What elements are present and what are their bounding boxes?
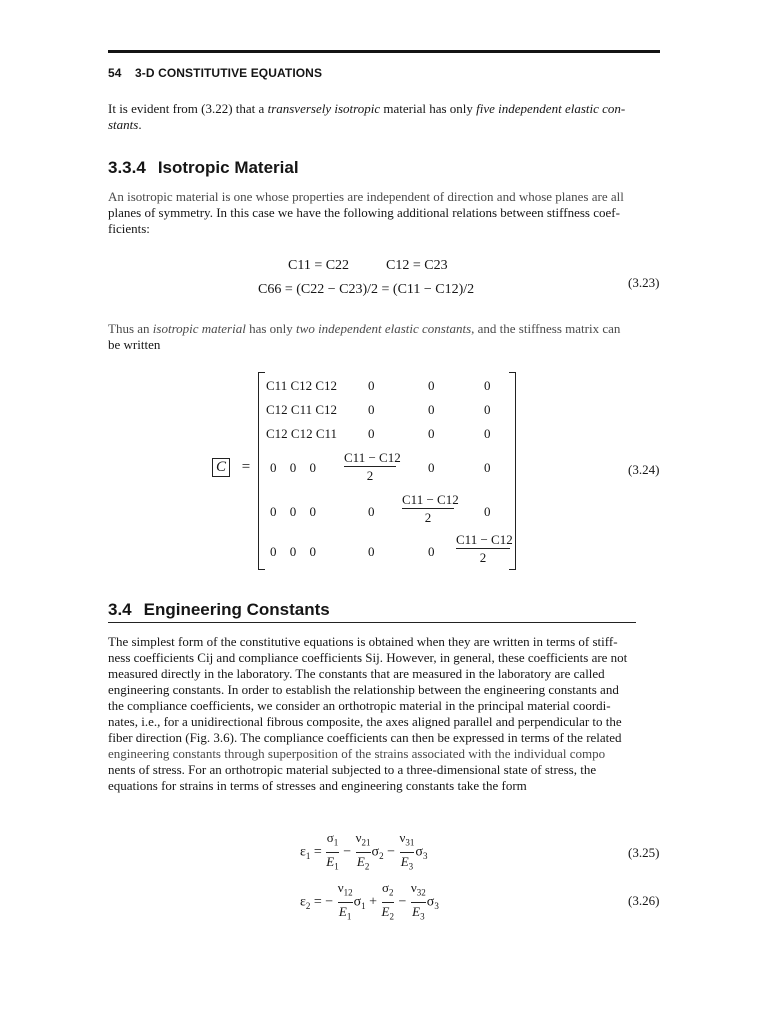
matrix-row-6-zeros: 0 0 0 xyxy=(270,544,316,559)
two-constants-paragraph: Thus an isotropic material has only two independent elastic constants, and the stiffness matrix can be written xyxy=(108,321,621,352)
matrix-fraction-55: C11 − C12 2 xyxy=(402,492,459,525)
matrix-cell: 0 xyxy=(484,504,491,519)
paragraph-line: The simplest form of the constitutive equations is obtained when they are written in terms of stiff- xyxy=(108,634,618,649)
equation-3-26: $\varepsilon_2$ = − $\frac{\nu_{12}}{E_1}\sigma_1 + \frac{\sigma_2}{E_2} - \frac{\nu_{32}}{E_3}\sigma_3$ xyxy=(300,880,439,922)
matrix-row-3-block: C12 C12 C11 xyxy=(266,426,338,441)
equation-3-23-line1a: C11 = C22 xyxy=(288,258,350,273)
matrix-cell: 0 xyxy=(484,378,491,393)
matrix-cell: 0 xyxy=(368,544,375,559)
matrix-cell: 0 xyxy=(428,544,435,559)
top-rule xyxy=(108,50,660,53)
matrix-cell: 0 xyxy=(428,378,435,393)
matrix-row-2-block: C12 C11 C12 xyxy=(266,402,338,417)
matrix-cell: 0 xyxy=(368,426,375,441)
matrix-left-bracket xyxy=(258,372,265,570)
matrix-lhs xyxy=(212,458,250,477)
matrix-cell: 0 xyxy=(484,460,491,475)
matrix-fraction-66: C11 − C12 2 xyxy=(456,532,513,565)
paragraph-line: fiber direction (Fig. 3.6). The compliance coefficients can then be expressed in terms of the related xyxy=(108,730,622,745)
intro-paragraph: It is evident from (3.22) that a transversely isotropic material has only five independent elastic con- stants. xyxy=(108,101,626,132)
matrix-cell: 0 xyxy=(428,402,435,417)
matrix-cell: 0 xyxy=(428,426,435,441)
isotropic-paragraph: An isotropic material is one whose properties are independent of direction and whose planes are all planes of symmetry. In this case we have the following additional relations between stiffness coef- ficients: xyxy=(108,189,624,236)
matrix-row-1-block: C11 C12 C12 xyxy=(266,378,338,393)
paragraph-line: the compliance coefficients, we consider an orthotropic material in the principal material coordi- xyxy=(108,698,611,713)
section-heading-3-3-4: 3.3.4 Isotropic Material xyxy=(108,158,299,177)
paragraph-line: nates, i.e., for a unidirectional fibrous composite, the axes aligned parallel and perpendicular to the xyxy=(108,714,622,729)
matrix-cell: 0 xyxy=(484,426,491,441)
paragraph-line: measured directly in the laboratory. The constants that are measured in the laboratory are called xyxy=(108,666,605,681)
equation-number-3-25: (3.25) xyxy=(628,845,660,860)
page-number: 54 xyxy=(108,66,122,80)
matrix-cell: 0 xyxy=(484,402,491,417)
matrix-fraction-44: C11 − C12 2 xyxy=(344,450,401,483)
equation-3-23-line1b: C12 = C23 xyxy=(386,258,448,273)
matrix-row-5-zeros: 0 0 0 xyxy=(270,504,316,519)
matrix-cell: 0 xyxy=(368,504,375,519)
equation-number-3-23: (3.23) xyxy=(628,275,660,290)
matrix-cell: 0 xyxy=(368,402,375,417)
matrix-equals: = xyxy=(241,459,251,475)
equation-number-3-26: (3.26) xyxy=(628,893,660,908)
equation-number-3-24: (3.24) xyxy=(628,462,660,477)
paragraph-line: engineering constants. In order to establish the relationship between the engineering constants and xyxy=(108,682,619,697)
paragraph-line: equations for strains in terms of stresses and engineering constants take the form xyxy=(108,778,527,793)
stiffness-matrix-symbol: C xyxy=(212,458,230,477)
paragraph-line: ness coefficients Cij and compliance coefficients Sij. However, in general, these coefficients are not xyxy=(108,650,628,665)
stiffness-matrix xyxy=(258,372,516,568)
running-title: 3-D CONSTITUTIVE EQUATIONS xyxy=(135,66,323,80)
paragraph-line: engineering constants through superposition of the strains associated with the individual compo xyxy=(108,746,606,761)
engineering-constants-paragraph xyxy=(108,634,660,794)
section-rule xyxy=(108,622,636,623)
equation-3-23-line2: C66 = (C22 − C23)/2 = (C11 − C12)/2 xyxy=(258,282,475,297)
section-heading-3-4: 3.4 Engineering Constants xyxy=(108,600,330,619)
matrix-cell: 0 xyxy=(368,378,375,393)
running-header xyxy=(108,66,322,80)
paragraph-line: nents of stress. For an orthotropic material subjected to a three-dimensional state of stress, the xyxy=(108,762,597,777)
matrix-cell: 0 xyxy=(428,460,435,475)
equation-3-25: $\varepsilon_1 = \frac{\sigma_1}{E_1} - \frac{\nu_{21}}{E_2}\sigma_2 - \frac{\nu_{31}}{E_3}\sigma_3$ xyxy=(300,830,428,872)
matrix-row-4-zeros: 0 0 0 xyxy=(270,460,316,475)
